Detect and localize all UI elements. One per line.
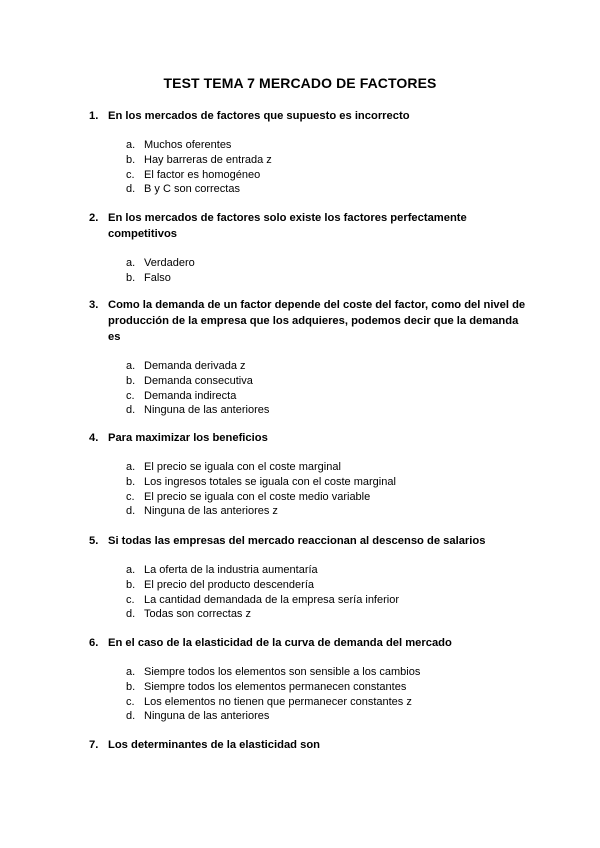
option-item [126,695,529,710]
option-text: El factor es homogéneo [144,168,261,181]
options-list [89,256,529,286]
option-item [126,593,529,608]
option-item [126,475,529,490]
option-letter: c. [126,490,135,503]
question-text: En los mercados de factores que supuesto es incorrecto [108,110,410,122]
question [89,737,529,753]
options-list [89,665,529,724]
option-letter: b. [126,374,136,387]
option-text: Demanda consecutiva [144,374,253,387]
option-item [126,403,529,418]
options-list [89,359,529,418]
question [89,533,529,622]
option-letter: d. [126,183,136,196]
option-letter: b. [126,680,136,693]
option-item [126,153,529,168]
option-letter: a. [126,564,136,576]
option-item [126,504,529,519]
question [89,108,529,197]
option-text: Los ingresos totales se iguala con el coste marginal [144,475,396,488]
question-heading [89,297,529,345]
option-text: Demanda derivada z [144,360,246,372]
option-letter: c. [126,593,135,606]
option-text: Falso [144,271,171,284]
option-text: Hay barreras de entrada z [144,153,272,166]
option-text: B y C son correctas [144,183,240,196]
question-number: 5. [89,535,99,547]
option-item [126,271,529,286]
question-number: 7. [89,739,99,751]
option-letter: c. [126,168,135,181]
question-text: En el caso de la elasticidad de la curva de demanda del mercado [108,637,452,649]
option-item [126,680,529,695]
question [89,210,529,286]
option-text: Ninguna de las anteriores [144,404,270,417]
option-letter: a. [126,139,136,151]
option-item [126,374,529,389]
question [89,635,529,724]
question-heading [89,533,529,549]
option-letter: a. [126,666,136,678]
options-list [89,460,529,519]
option-text: Siempre todos los elementos son sensible a los cambios [144,666,421,678]
option-item [126,256,529,271]
page-title: TEST TEMA 7 MERCADO DE FACTORES [163,75,437,91]
question-number: 1. [89,110,99,122]
option-text: Ninguna de las anteriores [144,710,270,723]
option-text: Los elementos no tienen que permanecer constantes z [144,695,412,708]
question-number: 4. [89,432,99,444]
option-text: La cantidad demandada de la empresa sería inferior [144,593,399,606]
question-number: 2. [89,212,99,224]
option-text: Muchos oferentes [144,139,232,151]
question-heading [89,108,529,124]
option-text: El precio del producto descendería [144,578,314,591]
option-item [126,168,529,183]
question-heading [89,635,529,651]
option-text: El precio se iguala con el coste medio variable [144,490,371,503]
option-letter: d. [126,710,136,723]
option-item [126,389,529,404]
option-text: Ninguna de las anteriores z [144,505,278,518]
option-text: La oferta de la industria aumentaría [144,564,318,576]
question-text: Los determinantes de la elasticidad son [108,739,321,751]
option-item [126,490,529,505]
question [89,297,529,418]
question [89,430,529,519]
option-letter: b. [126,153,136,166]
option-item [126,460,529,475]
option-letter: a. [126,461,136,473]
question-number: 6. [89,637,99,649]
option-item [126,709,529,724]
option-text: El precio se iguala con el coste marginal [144,461,341,473]
question-text: Si todas las empresas del mercado reaccionan al descenso de salarios [108,535,486,547]
option-letter: c. [126,389,135,402]
option-letter: a. [126,257,136,269]
option-letter: b. [126,578,136,591]
option-letter: c. [126,695,135,708]
question-heading [89,737,529,753]
option-letter: d. [126,404,136,417]
option-letter: a. [126,360,136,372]
option-item [126,578,529,593]
question-text: Como la demanda de un factor depende del coste del factor, como del nivel de producción de la empresa que los adquieres, podemos decir que la demanda es [108,299,526,343]
option-item [126,665,529,680]
option-item [126,138,529,153]
option-item [126,182,529,197]
question-heading [89,210,529,242]
option-item [126,607,529,622]
options-list [89,563,529,622]
question-heading [89,430,529,446]
option-text: Demanda indirecta [144,389,237,402]
option-letter: b. [126,475,136,488]
option-text: Verdadero [144,257,195,269]
question-number: 3. [89,299,99,311]
option-text: Siempre todos los elementos permanecen constantes [144,680,407,693]
option-text: Todas son correctas z [144,608,251,621]
option-item [126,563,529,578]
option-letter: d. [126,608,136,621]
options-list [89,138,529,197]
option-letter: d. [126,505,136,518]
option-letter: b. [126,271,136,284]
question-text: Para maximizar los beneficios [108,432,268,444]
option-item [126,359,529,374]
question-text: En los mercados de factores solo existe los factores perfectamente competitivos [108,212,467,240]
